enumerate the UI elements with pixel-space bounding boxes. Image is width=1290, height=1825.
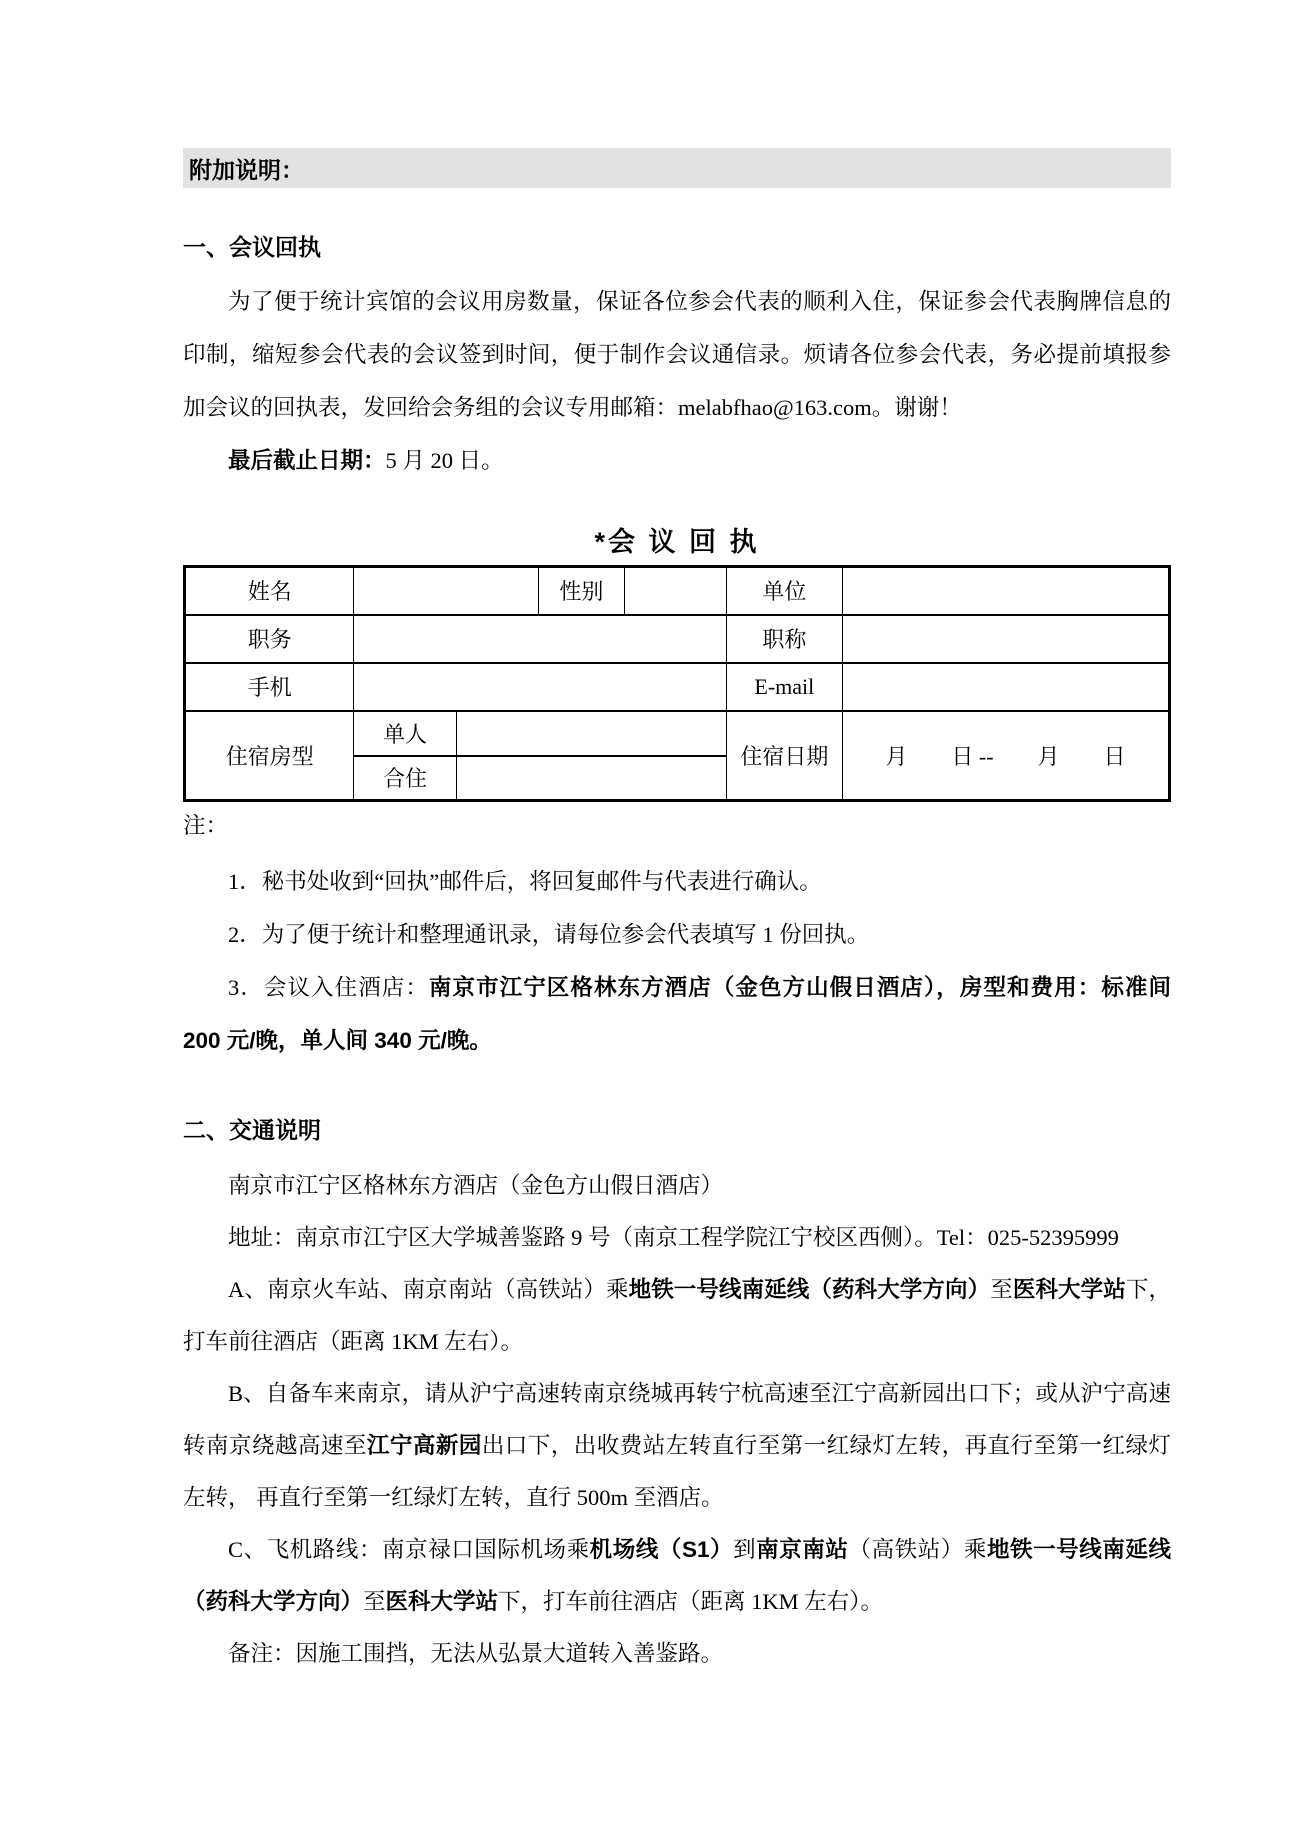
notes-label: 注： bbox=[183, 813, 229, 838]
reply-table bbox=[183, 565, 1171, 802]
table-row bbox=[185, 567, 1170, 615]
label-single-room: 单人 bbox=[354, 711, 456, 756]
note-1: 1．秘书处收到“回执”邮件后，将回复邮件与代表进行确认。 bbox=[228, 869, 822, 894]
table-row bbox=[185, 663, 1170, 711]
organization-input-cell[interactable] bbox=[842, 567, 1169, 615]
table-row bbox=[185, 711, 1170, 756]
label-email: E-mail bbox=[726, 663, 842, 711]
address-line: 地址：南京市江宁区大学城善鉴路 9 号（南京工程学院江宁校区西侧）。Tel：025-52395999 bbox=[228, 1225, 1119, 1250]
shared-room-input-cell[interactable] bbox=[456, 756, 726, 801]
position-input-cell[interactable] bbox=[354, 615, 726, 663]
reply-table-title: *会 议 回 执 bbox=[594, 527, 760, 557]
note-3: 3．会议入住酒店：南京市江宁区格林东方酒店（金色方山假日酒店），房型和费用：标准间 200 元/晚，单人间 340 元/晚。 bbox=[183, 975, 1171, 1053]
name-input-cell[interactable] bbox=[354, 567, 538, 615]
header-bar bbox=[183, 148, 1171, 188]
label-professional-title: 职称 bbox=[726, 615, 842, 663]
gender-input-cell[interactable] bbox=[625, 567, 726, 615]
document-content bbox=[183, 148, 1171, 1680]
label-organization: 单位 bbox=[726, 567, 842, 615]
remark-line: 备注：因施工围挡，无法从弘景大道转入善鉴路。 bbox=[228, 1641, 724, 1666]
note-2: 2．为了便于统计和整理通讯录，请每位参会代表填写 1 份回执。 bbox=[228, 922, 870, 947]
section2-heading: 二、交通说明 bbox=[183, 1117, 321, 1143]
route-b-paragraph: B、自备车来南京，请从沪宁高速转南京绕城再转宁杭高速至江宁高新园出口下；或从沪宁高速转南京绕越高速至江宁高新园出口下，出收费站左转直行至第一红绿灯左转，再直行至第一红绿灯左转， 再直行至第一红绿灯左转，直行 500m 至酒店。 bbox=[183, 1381, 1171, 1510]
single-room-input-cell[interactable] bbox=[456, 711, 726, 756]
label-shared-room: 合住 bbox=[354, 756, 456, 801]
mobile-input-cell[interactable] bbox=[354, 663, 726, 711]
email-input-cell[interactable] bbox=[842, 663, 1169, 711]
stay-dates-input-cell[interactable]: 月 日 -- 月 日 bbox=[842, 711, 1169, 801]
intro-paragraph: 为了便于统计宾馆的会议用房数量，保证各位参会代表的顺利入住，保证参会代表胸牌信息的印制，缩短参会代表的会议签到时间，便于制作会议通信录。烦请各位参会代表，务必提前填报参加会议的回执表，发回给会务组的会议专用邮箱：melabfhao@163.com。谢谢！ bbox=[183, 289, 1171, 420]
page-title: 附加说明： bbox=[189, 156, 304, 183]
label-gender: 性别 bbox=[538, 567, 625, 615]
label-name: 姓名 bbox=[185, 567, 354, 615]
professional-title-input-cell[interactable] bbox=[842, 615, 1169, 663]
label-position: 职务 bbox=[185, 615, 354, 663]
hotel-name-line: 南京市江宁区格林东方酒店（金色方山假日酒店） bbox=[228, 1173, 724, 1198]
label-stay-dates: 住宿日期 bbox=[726, 711, 842, 801]
label-mobile: 手机 bbox=[185, 663, 354, 711]
section1-heading: 一、会议回执 bbox=[183, 234, 321, 260]
route-c-paragraph: C、飞机路线：南京禄口国际机场乘机场线（S1）到南京南站（高铁站）乘地铁一号线南延线（药科大学方向）至医科大学站下，打车前往酒店（距离 1KM 左右）。 bbox=[183, 1537, 1171, 1614]
route-a-paragraph: A、南京火车站、南京南站（高铁站）乘地铁一号线南延线（药科大学方向）至医科大学站下，打车前往酒店（距离 1KM 左右）。 bbox=[183, 1277, 1171, 1354]
table-row bbox=[185, 615, 1170, 663]
label-room-type: 住宿房型 bbox=[185, 711, 354, 801]
deadline-line: 最后截止日期：5 月 20 日。 bbox=[228, 448, 504, 473]
